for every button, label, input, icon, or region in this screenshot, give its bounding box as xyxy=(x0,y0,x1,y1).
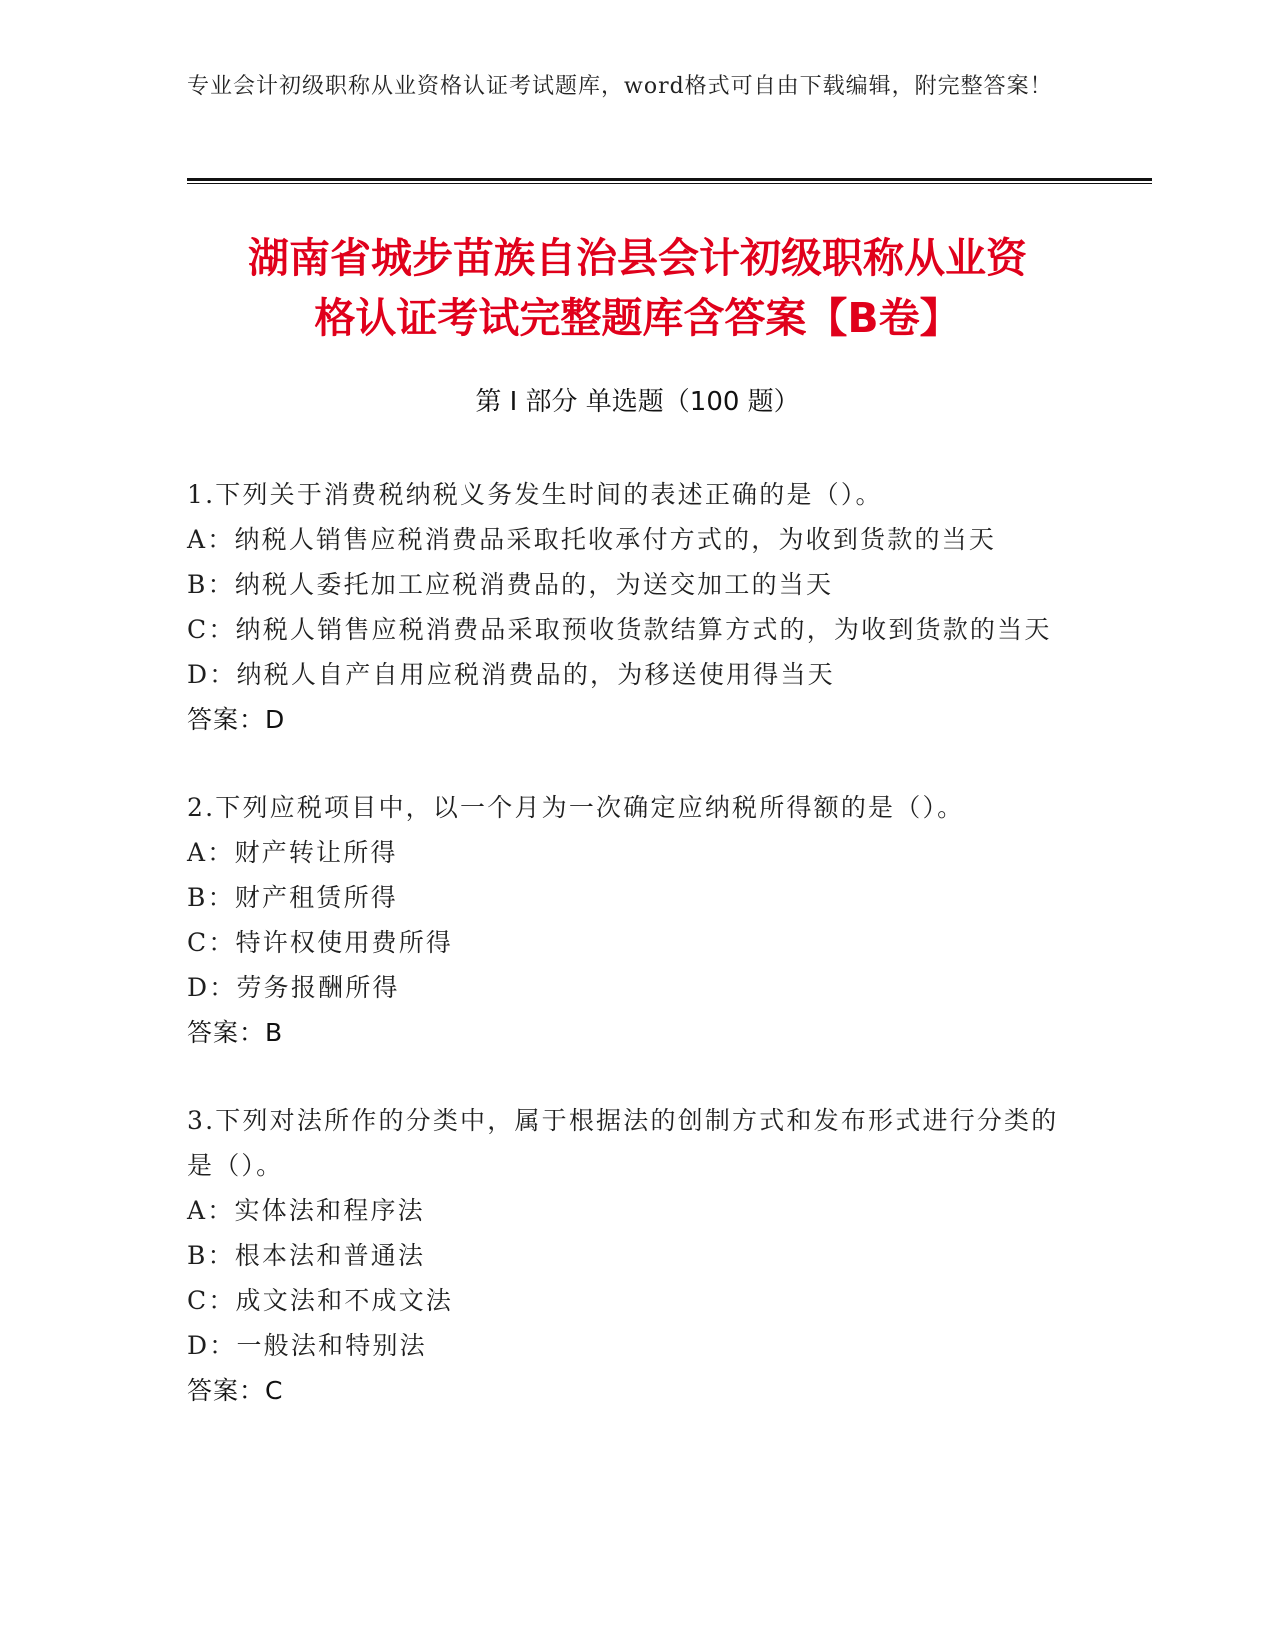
option-d: D：纳税人自产自用应税消费品的，为移送使用得当天 xyxy=(187,660,835,689)
document-title-line-1: 湖南省城步苗族自治县会计初级职称从业资 xyxy=(248,234,1027,282)
option-b: B：纳税人委托加工应税消费品的，为送交加工的当天 xyxy=(187,570,834,599)
question-stem: 3.下列对法所作的分类中，属于根据法的创制方式和发布形式进行分类的是（）。 xyxy=(187,1106,1059,1180)
question-1 xyxy=(187,472,1067,742)
question-2 xyxy=(187,785,1067,1055)
option-b: B：财产租赁所得 xyxy=(187,883,398,912)
question-stem: 2.下列应税项目中，以一个月为一次确定应纳税所得额的是（）。 xyxy=(187,793,965,822)
header-divider-thick xyxy=(187,178,1152,181)
answer: 答案：C xyxy=(187,1376,284,1405)
option-d: D：劳务报酬所得 xyxy=(187,973,400,1002)
option-b: B：根本法和普通法 xyxy=(187,1241,426,1270)
option-c: C：成文法和不成文法 xyxy=(187,1286,454,1315)
option-a: A：财产转让所得 xyxy=(187,838,398,867)
option-c: C：特许权使用费所得 xyxy=(187,928,454,957)
question-3 xyxy=(187,1098,1067,1413)
header-note: 专业会计初级职称从业资格认证考试题库，word格式可自由下载编辑，附完整答案！ xyxy=(187,74,1053,99)
document-title-line-2: 格认证考试完整题库含答案【B卷】 xyxy=(314,294,961,342)
answer: 答案：D xyxy=(187,705,286,734)
document-title xyxy=(150,228,1125,348)
option-a: A：实体法和程序法 xyxy=(187,1196,425,1225)
answer: 答案：B xyxy=(187,1018,284,1047)
option-a: A：纳税人销售应税消费品采取托收承付方式的，为收到货款的当天 xyxy=(187,525,997,554)
option-d: D：一般法和特别法 xyxy=(187,1331,427,1360)
section-title: 第 I 部分 单选题（100 题） xyxy=(475,387,800,417)
question-stem: 1.下列关于消费税纳税义务发生时间的表述正确的是（）。 xyxy=(187,480,883,509)
question-list xyxy=(187,472,1067,1456)
option-c: C：纳税人销售应税消费品采取预收货款结算方式的，为收到货款的当天 xyxy=(187,615,1052,644)
header-divider-thin xyxy=(187,183,1152,184)
